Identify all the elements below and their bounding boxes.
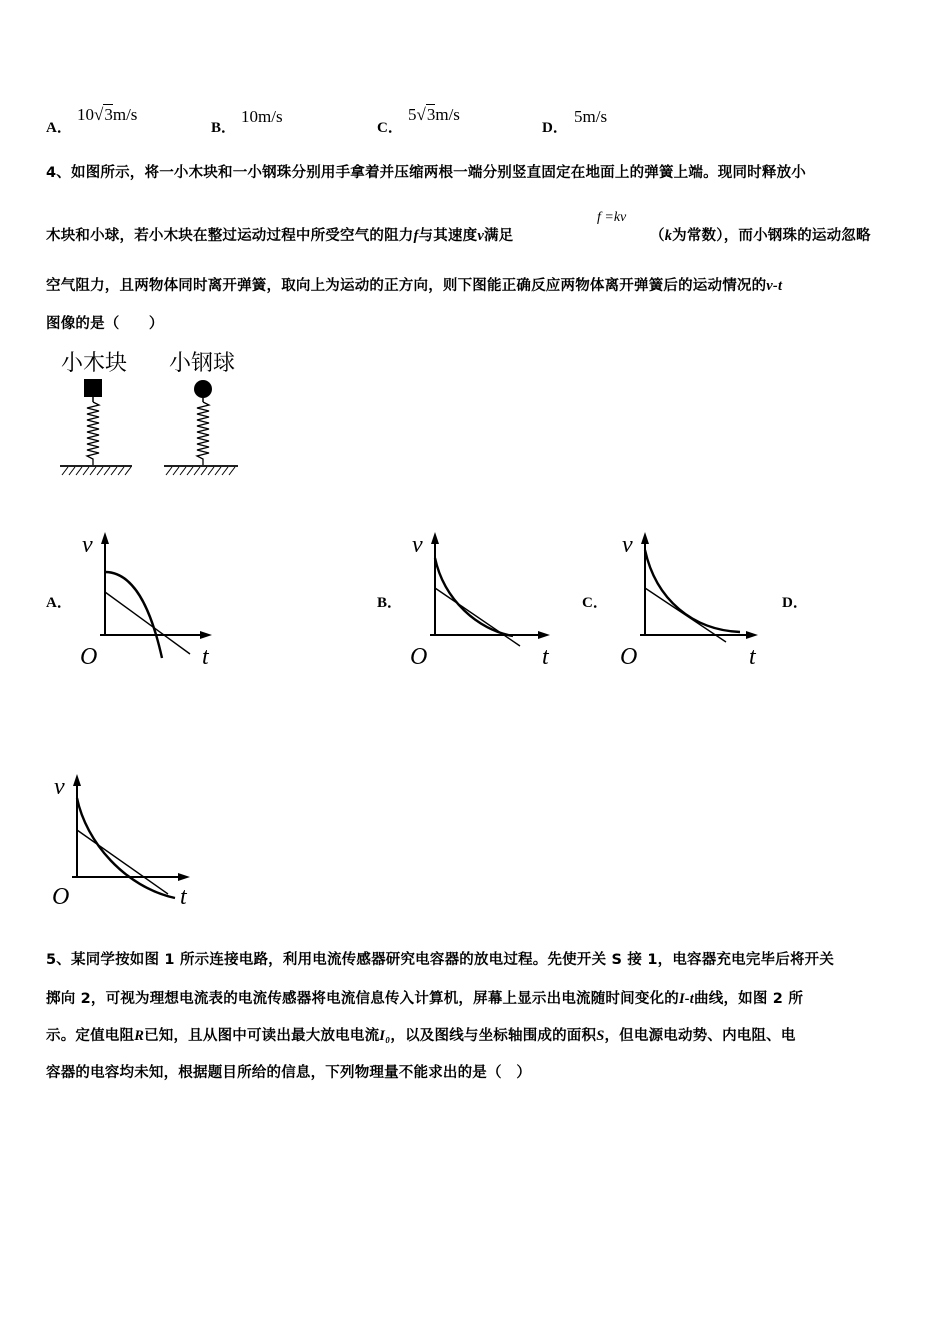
graph-b-line xyxy=(435,588,520,646)
option-b-letter: B． xyxy=(211,120,237,136)
option-a-letter: A． xyxy=(46,120,72,136)
q4-line2-b: 与其速度 xyxy=(418,228,478,244)
graph-b-v-arrow xyxy=(431,532,439,544)
q4-formula: f =kv xyxy=(597,210,627,225)
option-c-radicand: 3 xyxy=(426,105,436,124)
q5-line3-a: 示。定值电阻 xyxy=(46,1028,135,1044)
q4-line2-d: （ xyxy=(650,228,665,244)
graph-a-t-arrow xyxy=(200,631,212,639)
graph-option-b-letter: B． xyxy=(377,595,403,611)
q5-line2-b: 曲线，如图 2 所 xyxy=(694,991,804,1007)
graph-d-line xyxy=(77,830,168,894)
steel-ball xyxy=(194,380,212,398)
graph-a-t-label: t xyxy=(202,644,209,670)
graph-d-v-label: v xyxy=(54,774,65,800)
graph-d-curve xyxy=(77,798,175,898)
option-c-coef: 5 xyxy=(408,105,417,124)
q5-line2-a: 掷向 2，可视为理想电流表的电流传感器将电流信息传入计算机，屏幕上显示出电流随时间变化的 xyxy=(46,991,679,1007)
spring-figure xyxy=(52,344,252,489)
graph-c-origin: O xyxy=(620,644,638,670)
option-c-unit: m/s xyxy=(435,105,460,124)
graph-c-t-label: t xyxy=(749,644,756,670)
option-d-value: 5m/s xyxy=(574,107,608,126)
graph-d-t-arrow xyxy=(178,873,190,881)
graph-a-v-arrow xyxy=(101,532,109,544)
option-c-sqrt: √3 xyxy=(416,105,436,124)
q5-var-r: R xyxy=(134,1028,145,1044)
q5-line3-c: ，以及图线与坐标轴围成的面积 xyxy=(390,1028,597,1044)
q4-line2-e: 为常数），而小钢珠的运动忽略 xyxy=(672,228,871,244)
q5-var-i0: I₀ xyxy=(379,1028,391,1044)
q5-line4: 容器的电容均未知，根据题目所给的信息，下列物理量不能求出的是（ ） xyxy=(46,1065,532,1081)
graph-a-curve xyxy=(105,572,162,658)
wood-block xyxy=(84,379,102,397)
q5-var-it: I-t xyxy=(678,991,695,1007)
option-d-letter: D． xyxy=(542,120,568,136)
graph-option-d-letter: D． xyxy=(782,595,808,611)
ground-left-hatch xyxy=(62,467,131,475)
option-a-unit: m/s xyxy=(112,105,138,124)
option-a-coef: 10 xyxy=(77,105,94,124)
q4-line2-a: 木块和小球，若小木块在整过运动过程中所受空气的阻力 xyxy=(46,228,414,244)
q4-line4: 图像的是（ ） xyxy=(46,316,164,332)
q5-line3-b: 已知，且从图中可读出最大放电电流 xyxy=(144,1028,380,1044)
q4-line2 xyxy=(46,224,513,245)
q4-var-f: f xyxy=(413,228,419,244)
option-a-value xyxy=(77,105,137,125)
prev-options xyxy=(0,100,950,140)
spring-right xyxy=(197,402,209,465)
graph-b-t-arrow xyxy=(538,631,550,639)
graph-b-t-label: t xyxy=(542,644,549,670)
q5-line1: 5、某同学按如图 1 所示连接电路，利用电流传感器研究电容器的放电过程。先使开关 S 接 1，电容器充电完毕后将开关 xyxy=(46,952,835,968)
option-a-sqrt: √3 xyxy=(94,105,113,124)
graph-c-v-label: v xyxy=(622,532,633,558)
q5-var-s: S xyxy=(596,1028,605,1044)
q4-line2-tail xyxy=(650,224,871,245)
graph-b-v-label: v xyxy=(412,532,423,558)
option-c-value xyxy=(408,105,460,125)
q4-line3-text: 空气阻力，且两物体同时离开弹簧，取向上为运动的正方向，则下图能正确反应两物体离开弹簧后的运动情况的 xyxy=(46,278,767,294)
graph-d-origin: O xyxy=(52,884,70,910)
graph-d xyxy=(50,772,200,912)
spring-left xyxy=(87,402,99,465)
graph-a-v-label: v xyxy=(82,532,93,558)
q5-line3-d: ，但电源电动势、内电阻、电 xyxy=(604,1028,796,1044)
wood-block-label: 小木块 xyxy=(60,350,128,375)
graph-c-t-arrow xyxy=(746,631,758,639)
graph-a-origin: O xyxy=(80,644,98,670)
graph-d-v-arrow xyxy=(73,774,81,786)
option-c-letter: C． xyxy=(377,120,403,136)
q4-var-v: v xyxy=(477,228,484,244)
graph-b-origin: O xyxy=(410,644,428,670)
graph-b xyxy=(408,530,558,670)
graph-option-a-letter: A． xyxy=(46,595,72,611)
option-b-value: 10m/s xyxy=(241,107,283,126)
q4-line1: 4、如图所示，将一小木块和一小钢珠分别用手拿着并压缩两根一端分别竖直固定在地面上的弹簧上端。现同时释放小 xyxy=(46,165,806,181)
q4-line3 xyxy=(46,274,782,295)
graph-b-curve xyxy=(435,558,513,636)
graph-a xyxy=(78,530,228,670)
ground-right-hatch xyxy=(166,467,235,475)
graph-d-t-label: t xyxy=(180,884,187,910)
graph-c xyxy=(618,530,768,670)
q4-var-vt: v-t xyxy=(766,278,783,294)
steel-ball-label: 小钢球 xyxy=(168,350,236,375)
q4-line2-c: 满足 xyxy=(483,228,514,244)
q4-var-k: k xyxy=(664,228,673,244)
graph-a-line xyxy=(105,592,190,654)
graph-c-v-arrow xyxy=(641,532,649,544)
q5-line3 xyxy=(46,1024,796,1045)
graph-c-line xyxy=(645,588,726,642)
q5-line2 xyxy=(46,987,803,1008)
option-a-radicand: 3 xyxy=(104,105,113,124)
graph-option-c-letter: C． xyxy=(582,595,608,611)
